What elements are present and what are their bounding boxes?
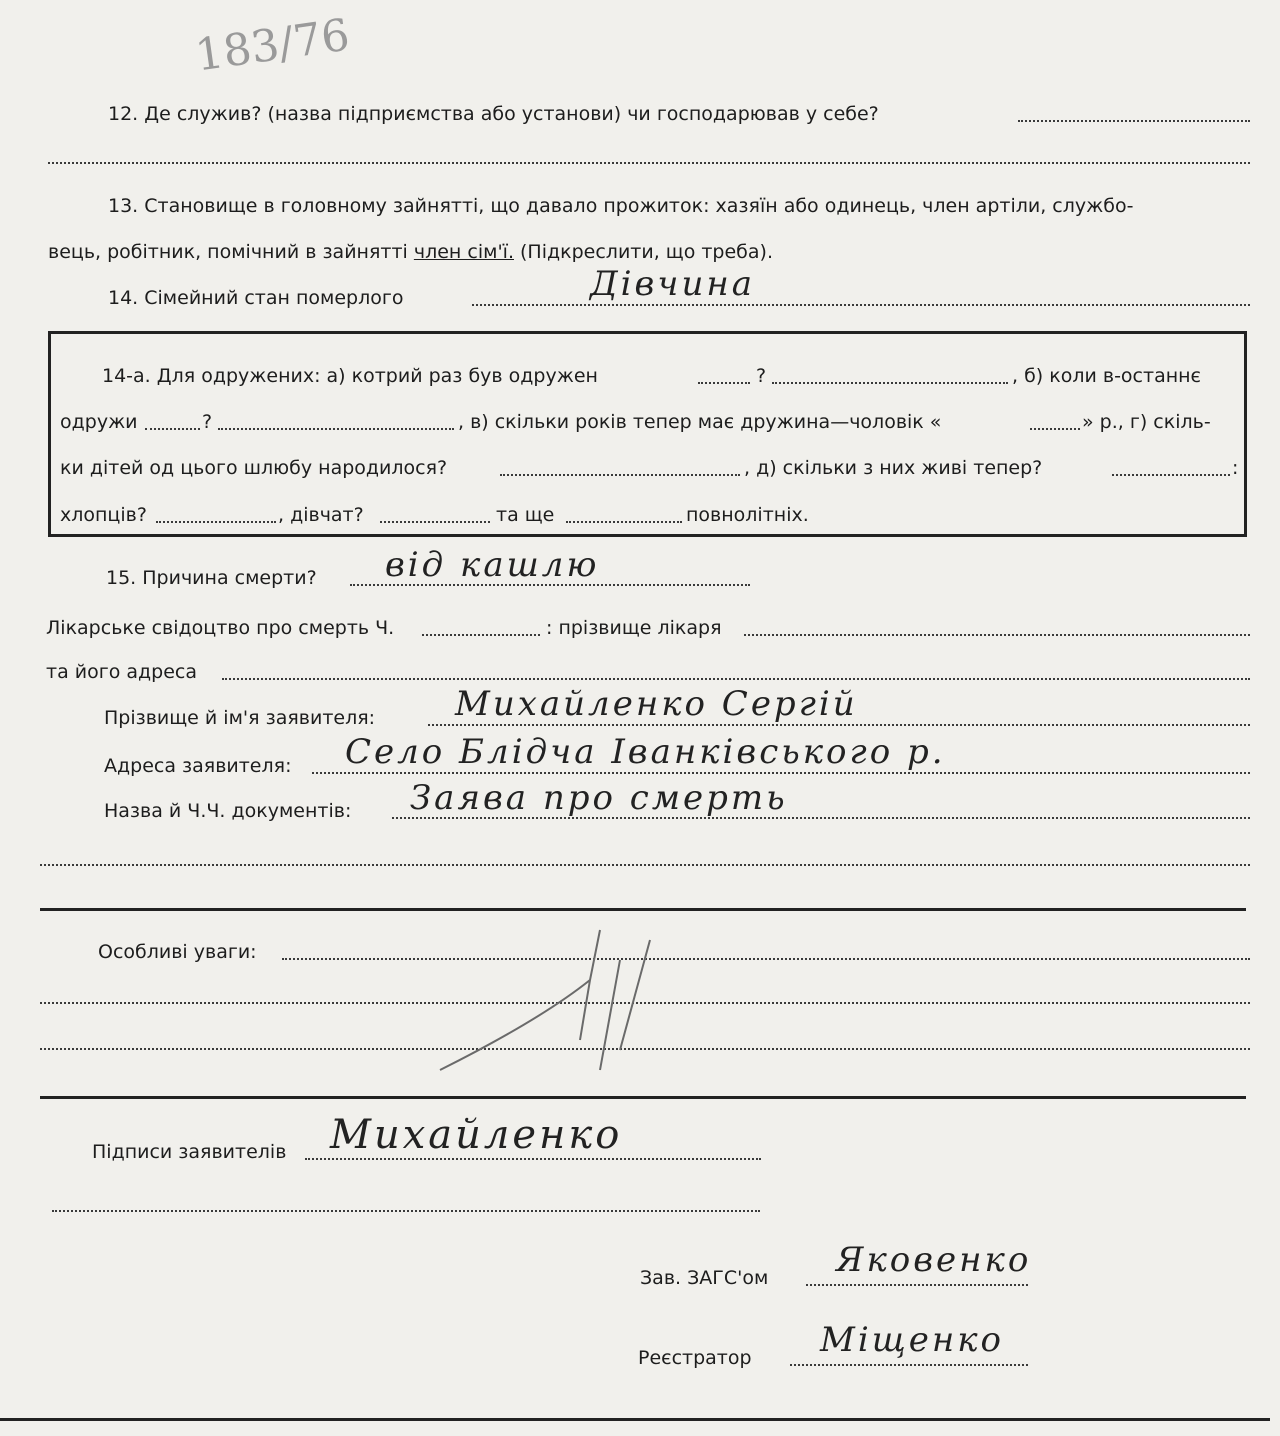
- head-label: Зав. ЗАГС'ом: [640, 1267, 769, 1289]
- notes-label: Особливі уваги:: [98, 941, 257, 963]
- q14a-line-4-b: , дівчат?: [278, 504, 364, 526]
- bottom-rule: [0, 1418, 1270, 1421]
- q14-handwritten-answer: Дівчина: [590, 264, 756, 304]
- doctor-name-label: : прізвище лікаря: [546, 617, 722, 639]
- documents-label: Назва й Ч.Ч. документів:: [104, 800, 352, 822]
- q14a-line-1-q: ?: [756, 365, 767, 387]
- section-divider-1: [40, 908, 1246, 911]
- applicant-address-line[interactable]: [312, 772, 1250, 774]
- notes-strike-mark: [420, 920, 720, 1080]
- signatures-handwritten: Михайленко: [330, 1112, 623, 1158]
- q14a-line-4-c: та ще: [496, 504, 555, 526]
- q15-label: 15. Причина смерти?: [106, 567, 317, 589]
- q14-label: 14. Сімейний стан померлого: [108, 287, 404, 309]
- q13-line-2-start: вець, робітник, помічний в зайнятті: [48, 241, 414, 263]
- signatures-line-2[interactable]: [52, 1210, 760, 1212]
- q14a-line-3-b: , д) скільки з них живі тепер?: [744, 457, 1043, 479]
- q14a-boys-line[interactable]: [156, 521, 276, 523]
- q14a-line-2-b: , в) скільки років тепер має дружина—чоловік «: [458, 411, 942, 433]
- registrar-signature-line[interactable]: [790, 1364, 1028, 1366]
- documents-handwritten: Заява про смерть: [410, 778, 788, 818]
- q12-answer-line-2[interactable]: [48, 162, 1250, 164]
- signatures-line[interactable]: [305, 1158, 761, 1160]
- q13-line-2: [48, 240, 773, 264]
- q14a-times-married-line-2[interactable]: [772, 382, 1008, 384]
- section-divider-2: [40, 1096, 1246, 1099]
- q14a-married-box: [48, 331, 1247, 537]
- corner-archive-number: 183/76: [192, 9, 353, 82]
- head-signature-handwritten: Яковенко: [836, 1240, 1032, 1280]
- q14a-line-1-a: 14-а. Для одружених: а) котрий раз був одружен: [102, 365, 598, 387]
- q13-line-1: 13. Становище в головному зайнятті, що давало прожиток: хазяїн або одинець, член артіли, службо-: [108, 195, 1134, 217]
- q14a-children-born-line[interactable]: [500, 474, 740, 476]
- q14a-spouse-age-line[interactable]: [1030, 428, 1080, 430]
- q14a-times-married-line[interactable]: [698, 382, 750, 384]
- doctor-address-line[interactable]: [222, 678, 1250, 680]
- q14a-line-4-d: повнолітніх.: [686, 504, 809, 526]
- signatures-label: Підписи заявителів: [92, 1141, 287, 1163]
- doctor-certificate-number-line[interactable]: [422, 634, 540, 636]
- q13-underlined-choice: член сім'ї.: [413, 241, 514, 263]
- q14a-last-married-line-2[interactable]: [218, 428, 454, 430]
- doctor-address-label: та його адреса: [46, 661, 197, 683]
- q14a-line-2-q: ?: [202, 411, 213, 433]
- q14-answer-line[interactable]: [472, 304, 1250, 306]
- q14a-line-3-c: :: [1232, 457, 1239, 479]
- q14a-children-alive-line[interactable]: [1112, 474, 1230, 476]
- doctor-certificate-label: Лікарське свідоцтво про смерть Ч.: [46, 617, 395, 639]
- applicant-address-label: Адреса заявителя:: [104, 755, 292, 777]
- q12-label: 12. Де служив? (назва підприємства або установи) чи господарював у себе?: [108, 103, 879, 125]
- q14a-girls-line[interactable]: [380, 521, 490, 523]
- documents-line-2[interactable]: [40, 864, 1250, 866]
- applicant-name-line[interactable]: [428, 724, 1250, 726]
- q13-line-2-end: (Підкреслити, що треба).: [513, 241, 773, 263]
- registrar-signature-handwritten: Міщенко: [820, 1320, 1005, 1360]
- q14a-line-4-a: хлопців?: [60, 504, 147, 526]
- q12-answer-line[interactable]: [1018, 120, 1250, 122]
- applicant-name-handwritten: Михайленко Сергій: [455, 684, 858, 724]
- doctor-name-line[interactable]: [744, 634, 1250, 636]
- applicant-name-label: Прізвище й ім'я заявителя:: [104, 707, 376, 729]
- q14a-line-3-a: ки дітей од цього шлюбу народилося?: [60, 457, 448, 479]
- q14a-line-2-a: одружи: [60, 411, 138, 433]
- q14a-line-2-c: » р., г) скіль-: [1082, 411, 1211, 433]
- q15-handwritten-answer: від кашлю: [385, 545, 600, 585]
- q14a-adults-line[interactable]: [566, 521, 682, 523]
- applicant-address-handwritten: Село Блідча Іванківського р.: [345, 732, 946, 772]
- q14a-last-married-line[interactable]: [145, 428, 200, 430]
- head-signature-line[interactable]: [806, 1284, 1028, 1286]
- q14a-line-1-b: , б) коли в-останнє: [1012, 365, 1201, 387]
- registrar-label: Реєстратор: [638, 1347, 752, 1369]
